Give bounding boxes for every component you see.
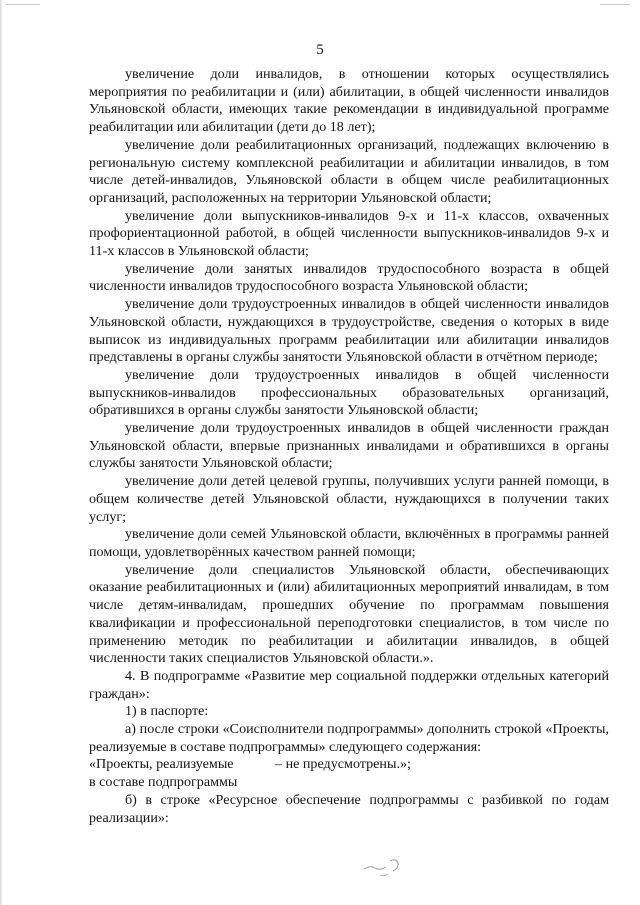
paragraph: увеличение доли специалистов Ульяновской области, обеспечивающих оказание реабилитационных и (или) абилитационных мероприятий инвалидам, в том числе детям-инвалидам, прошедших обучение по программам повышения квалификации и профессиональной переподготовки специалистов, в том числе по применению методик по реабилитации и абилитации инвалидов, в общей численности таких специалистов Ульяновской области.». bbox=[89, 561, 609, 667]
paragraph: увеличение доли семей Ульяновской области, включённых в программы ранней помощи, удовлетворённых качеством ранней помощи; bbox=[89, 526, 609, 560]
passport-insert-row bbox=[89, 756, 609, 774]
passport-insert-label: «Проекты, реализуемые bbox=[89, 756, 234, 773]
paragraph: увеличение доли трудоустроенных инвалидов в общей численности выпускников-инвалидов профессиональных образовательных организаций, обратившихся в органы службы занятости Ульяновской области; bbox=[89, 366, 609, 419]
paragraph-amendment-b: б) в строке «Ресурсное обеспечение подпрограммы с разбивкой по годам реализации»: bbox=[89, 791, 609, 826]
scan-artifact-top-right bbox=[600, 4, 630, 5]
paragraph-passport-heading: 1) в паспорте: bbox=[125, 703, 209, 720]
scan-artifact-top-left bbox=[6, 4, 40, 5]
paragraph: увеличение доли реабилитационных организаций, подлежащих включению в региональную систему комплексной реабилитации и абилитации инвалидов, в том числе детей-инвалидов, Ульяновской области в общем числе реабилитационных организаций, расположенных на территории Ульяновской области; bbox=[89, 136, 609, 206]
page-number: 5 bbox=[316, 42, 324, 58]
paragraph: увеличение доли детей целевой группы, получивших услуги ранней помощи, в общем количестве детей Ульяновской области, нуждающихся в получении таких услуг; bbox=[89, 473, 609, 525]
document-body bbox=[89, 66, 609, 827]
paragraph: увеличение доли трудоустроенных инвалидов в общей численности инвалидов Ульяновской области, нуждающихся в трудоустройстве, сведения о которых в виде выписок из индивидуальных программ реабилитации или абилитации инвалидов представлены в органы службы занятости Ульяновской области в отчётном периоде; bbox=[89, 296, 609, 366]
paragraph: увеличение доли занятых инвалидов трудоспособного возраста в общей численности инвалидов трудоспособного возраста Ульяновской области; bbox=[89, 260, 609, 295]
signature-scribble-icon bbox=[362, 855, 408, 881]
paragraph-amendment-a: а) после строки «Соисполнители подпрограммы» дополнить строкой «Проекты, реализуемые в составе подпрограммы» следующего содержания: bbox=[89, 721, 609, 755]
scan-edge-shadow bbox=[0, 0, 3, 905]
paragraph: увеличение доли выпускников-инвалидов 9-х и 11-х классов, охваченных профориентационной работой, в общей численности выпускников-инвалидов 9-х и 11-х классов в Ульяновской области; bbox=[89, 207, 609, 260]
paragraph: увеличение доли инвалидов, в отношении которых осуществлялись мероприятия по реабилитации и (или) абилитации, в общей численности инвалидов Ульяновской области, имеющих такие рекомендации в индивидуальной программе реабилитации или абилитации (дети до 18 лет); bbox=[89, 66, 609, 136]
passport-insert-value: – не предусмотрены.»; bbox=[275, 756, 411, 773]
passport-insert-label-continuation: в составе подпрограммы bbox=[89, 774, 238, 791]
paragraph: увеличение доли трудоустроенных инвалидов в общей численности граждан Ульяновской области, впервые признанных инвалидами и обратившихся в органы службы занятости Ульяновской области; bbox=[89, 420, 609, 472]
paragraph-section-heading: 4. В подпрограмме «Развитие мер социальной поддержки отдельных категорий граждан»: bbox=[89, 667, 609, 702]
